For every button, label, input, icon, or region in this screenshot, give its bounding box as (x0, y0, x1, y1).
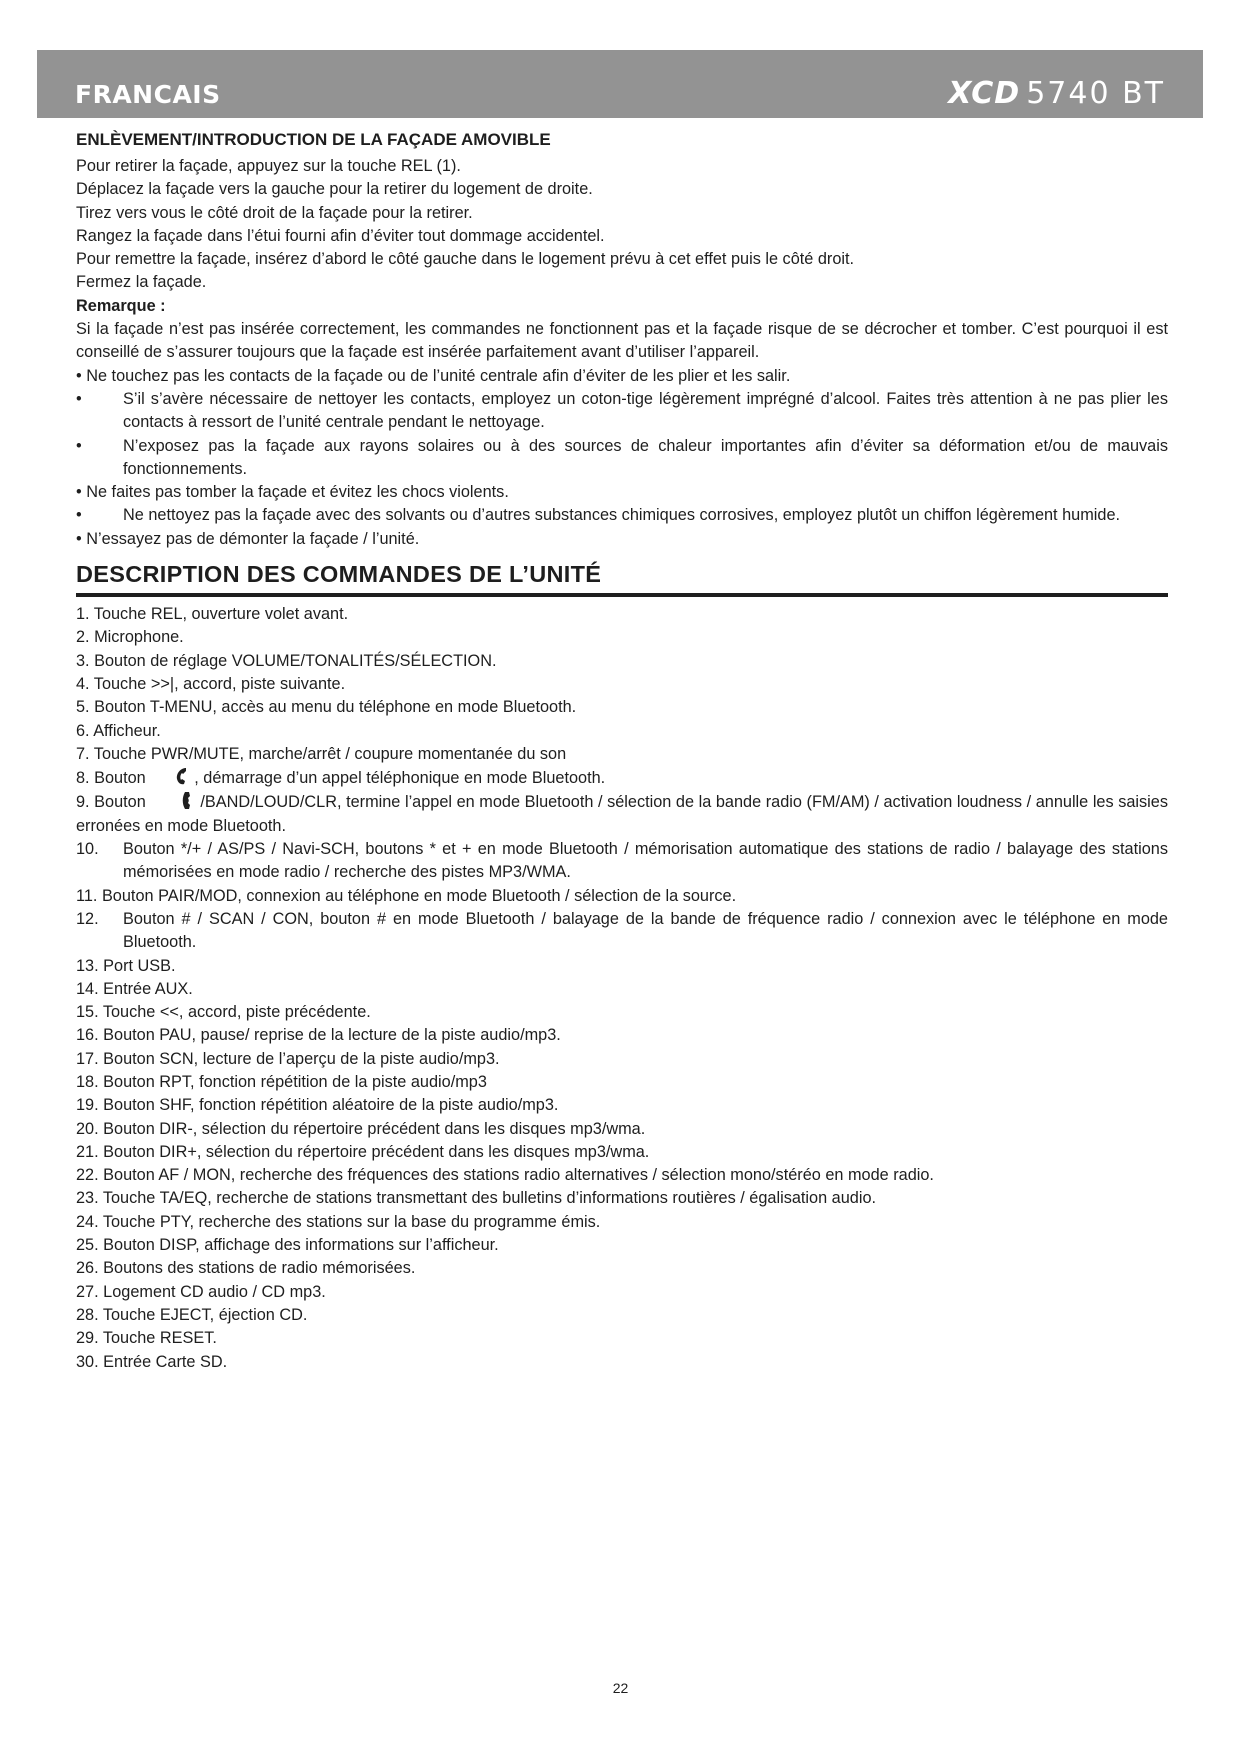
control-item: 18. Bouton RPT, fonction répétition de la piste audio/mp3 (76, 1072, 487, 1091)
bullet-text: S’il s’avère nécessaire de nettoyer les contacts, employez un coton-tige légèrement imprégné d’alcool. Faites très attention à ne pas plier les contacts à ressort de l’unité centrale pendant le nettoyage. (123, 389, 1168, 432)
bullet-text: Ne nettoyez pas la façade avec des solvants ou d’autres substances chimiques corrosives, employez plutôt un chiffon légèrement humide. (123, 506, 1121, 525)
control-item-prefix: 8. Bouton (76, 769, 146, 788)
paragraph: Tirez vers vous le côté droit de la façade pour la retirer. (76, 203, 473, 222)
paragraph: Pour retirer la façade, appuyez sur la touche REL (1). (76, 157, 461, 175)
control-item: 27. Logement CD audio / CD mp3. (76, 1282, 326, 1301)
control-item: 23. Touche TA/EQ, recherche de stations transmettant des bulletins d’informations routières / égalisation audio. (76, 1189, 877, 1208)
control-item: 29. Touche RESET. (76, 1329, 217, 1348)
remark-label: Remarque : (76, 296, 166, 315)
control-item: 17. Bouton SCN, lecture de l’aperçu de la piste audio/mp3. (76, 1049, 500, 1068)
header-language: FRANCAIS (75, 80, 221, 109)
control-item (76, 838, 1168, 885)
control-item: 14. Entrée AUX. (76, 979, 193, 998)
bullet-mark: • (76, 506, 82, 525)
bullet-item (76, 435, 1168, 482)
model-number: 5740 BT (1026, 76, 1165, 111)
control-item-prefix: 9. Bouton (76, 793, 146, 812)
control-item: 30. Entrée Carte SD. (76, 1352, 228, 1371)
paragraph: Rangez la façade dans l’étui fourni afin d’éviter tout dommage accidentel. (76, 226, 605, 245)
bullet-item (76, 504, 1168, 527)
control-item: 24. Touche PTY, recherche des stations sur la base du programme émis. (76, 1212, 601, 1231)
control-item (76, 766, 1168, 790)
control-item-text: Bouton */+ / AS/PS / Navi-SCH, boutons * et + en mode Bluetooth / mémorisation automatique des stations de radio / balayage des stations mémorisées en mode radio / recherche des pistes MP3/WMA. (123, 840, 1168, 882)
paragraph: Déplacez la façade vers la gauche pour la retirer du logement de droite. (76, 180, 593, 199)
control-item: 13. Port USB. (76, 956, 176, 975)
control-item-number: 10. (76, 840, 99, 859)
control-item (76, 790, 1168, 838)
bullet-mark: • (76, 436, 82, 455)
brand-name: XCD (948, 76, 1021, 111)
paragraph: Pour remettre la façade, insérez d’abord le côté gauche dans le logement prévu à cet effet puis le côté droit. (76, 250, 855, 269)
control-item: 22. Bouton AF / MON, recherche des fréquences des stations radio alternatives / sélection mono/stéréo en mode radio. (76, 1166, 934, 1185)
control-item: 5. Bouton T-MENU, accès au menu du téléphone en mode Bluetooth. (76, 698, 577, 717)
control-item: 15. Touche <<, accord, piste précédente. (76, 1003, 371, 1022)
control-item: 6. Afficheur. (76, 721, 161, 740)
control-item: 25. Bouton DISP, affichage des informations sur l’afficheur. (76, 1236, 499, 1255)
control-item (76, 908, 1168, 955)
control-item: 4. Touche >>|, accord, piste suivante. (76, 674, 346, 693)
control-item: 26. Boutons des stations de radio mémorisées. (76, 1259, 416, 1278)
control-item-text: Bouton # / SCAN / CON, bouton # en mode Bluetooth / balayage de la bande de fréquence radio / connexion avec le téléphone en mode Bluetooth. (123, 909, 1168, 952)
header-model (948, 76, 1165, 111)
remark-text: Si la façade n’est pas insérée correctement, les commandes ne fonctionnent pas et la façade risque de se décrocher et tomber. C’est pourquoi il est conseillé de s’assurer toujours que la façade est insérée parfaitement avant d’utiliser l’appareil. (76, 320, 1168, 362)
control-item-text: /BAND/LOUD/CLR, termine l’appel en mode Bluetooth / sélection de la bande radio (FM/AM) / activation loudness / annulle les saisies erronées en mode Bluetooth. (76, 793, 1168, 835)
control-item: 2. Microphone. (76, 628, 184, 647)
section-title-unit-controls: DESCRIPTION DES COMMANDES DE L’UNITÉ (76, 559, 1168, 597)
bullet-item (76, 388, 1168, 435)
bullet-item: • Ne faites pas tomber la façade et évitez les chocs violents. (76, 483, 509, 502)
page-content (76, 128, 1168, 1374)
section-title-removable-front: ENLÈVEMENT/INTRODUCTION DE LA FAÇADE AMOVIBLE (76, 130, 551, 149)
control-item: 21. Bouton DIR+, sélection du répertoire précédent dans les disques mp3/wma. (76, 1142, 650, 1161)
bullet-item: • Ne touchez pas les contacts de la façade ou de l’unité centrale afin d’éviter de les plier et les salir. (76, 366, 791, 385)
control-item: 3. Bouton de réglage VOLUME/TONALITÉS/SÉLECTION. (76, 651, 497, 670)
control-item: 11. Bouton PAIR/MOD, connexion au téléphone en mode Bluetooth / sélection de la source. (76, 886, 737, 905)
control-item: 16. Bouton PAU, pause/ reprise de la lecture de la piste audio/mp3. (76, 1026, 561, 1045)
bullet-text: N’exposez pas la façade aux rayons solaires ou à des sources de chaleur importantes afin d’éviter sa déformation et/ou de mauvais fonctionnements. (123, 436, 1168, 478)
control-item-text: , démarrage d’un appel téléphonique en mode Bluetooth. (194, 769, 606, 788)
control-item-number: 12. (76, 909, 99, 928)
phone-hangup-icon (178, 790, 198, 810)
control-item: 28. Touche EJECT, éjection CD. (76, 1305, 308, 1324)
header-band (37, 50, 1203, 118)
control-item: 19. Bouton SHF, fonction répétition aléatoire de la piste audio/mp3. (76, 1096, 559, 1115)
control-item: 7. Touche PWR/MUTE, marche/arrêt / coupure momentanée du son (76, 744, 567, 763)
page-number: 22 (612, 1680, 629, 1696)
control-item: 20. Bouton DIR-, sélection du répertoire précédent dans les disques mp3/wma. (76, 1119, 646, 1138)
bullet-mark: • (76, 389, 82, 408)
bullet-item: • N’essayez pas de démonter la façade / l’unité. (76, 529, 420, 548)
paragraph: Fermez la façade. (76, 273, 207, 292)
control-item: 1. Touche REL, ouverture volet avant. (76, 605, 349, 624)
phone-call-icon (172, 766, 192, 786)
